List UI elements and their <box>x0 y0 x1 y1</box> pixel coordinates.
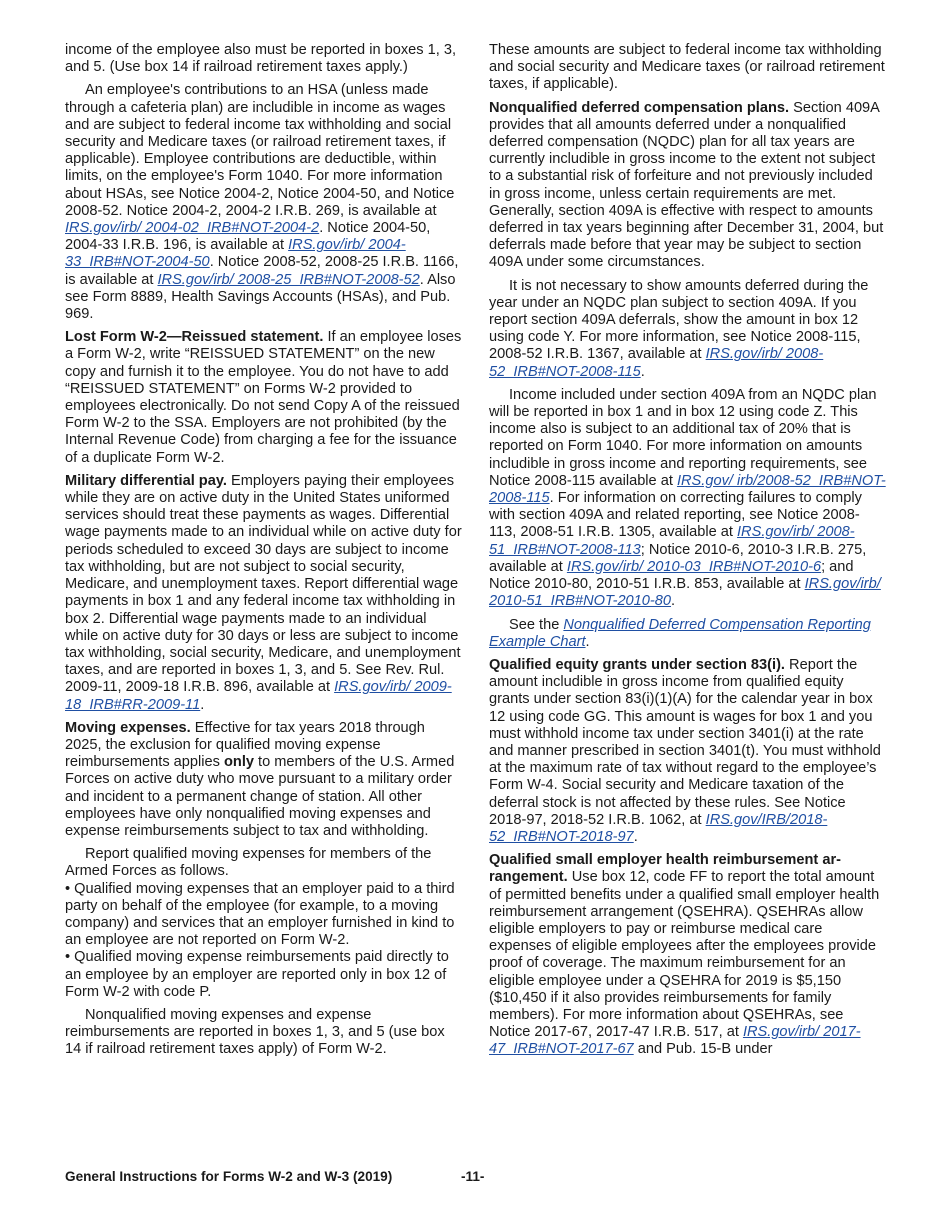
bullet-item: • Qualified moving expenses that an employer paid to a third party on behalf of the employee (for example, to a moving company) and services that an employer furnished in kind to an employee are not reported on Form W-2. <box>65 880 455 949</box>
section-heading: Military differential pay. <box>65 472 227 489</box>
link-notice-2010-80[interactable]: IRS.gov/irb/ 2010-51_IRB#NOT-2010-80 <box>489 576 881 610</box>
link-notice-2008-115-b[interactable]: IRS.gov/ irb/2008-52_IRB#NOT-2008-115 <box>489 472 886 507</box>
link-notice-2008-115[interactable]: IRS.gov/irb/ 2008-52_IRB#NOT-2008-115 <box>489 346 824 380</box>
link-notice-2010-6[interactable]: IRS.gov/irb/ 2010-03_IRB#NOT-2010-6 <box>566 558 822 575</box>
nqdc-section: Nonqualified deferred compensation plans. Section 409A provides that all amounts deferred under a nonqualified deferred compensation (NQDC) plan for all tax years are currently includible in gross income to the extent not subject to a substantial risk of forfeiture and not previously included in gross income, unless certain requirements are met. Generally, section 409A is effective with respect to amounts deferred in tax years beginning after December 31, 2004, but deferrals made before that year may be subject to section 409A under some circumstances. <box>489 99 884 271</box>
military-pay-section: Military differential pay. Employers paying their employees while they are on active duty in the United States uniformed services should treat these payments as wages. Differential wage payments made to an individual while on active duty for periods scheduled to exceed 30 days are subject to income tax withholding, but are not subject to social security, Medicare, and unemployment taxes. Report differential wage payments in box 1 and any federal income tax withholding in box 2. Differential wage payments made to an individual while on active duty for 30 days or less are subject to income tax withholding, social security, Medicare, and unemployment taxes, and are reported in boxes 1, 3, and 5. See Rev. Rul. 2009-11, 2009-18 I.R.B. 896, available at IRS.gov/irb/ 2009-18_IRB#RR-2009-11. <box>65 472 462 713</box>
hsa-paragraph: An employee's contributions to an HSA (unless made through a cafeteria plan) are includible in income as wages and are subject to federal income tax withholding and social security and Medicare taxes (or railroad retirement taxes, if applicable). Employee contributions are deductible, within limits, on the employee's Form 1040. For more information about HSAs, see Notice 2004-2, Notice 2004-50, and Notice 2008-52. Notice 2004-2, 2004-2 I.R.B. 269, is available at IRS.gov/irb/ 2004-02_IRB#NOT-2004-2. Notice 2004-50, 2004-33 I.R.B. 196, is available at IRS.gov/irb/ 2004-33_IRB#NOT-2004-50. Notice 2008-52, 2008-25 I.R.B. 1166, is available at IRS.gov/irb/ 2008-25_IRB#NOT-2008-52. Also see Form 8889, Health Savings Accounts (HSAs), and Pub. 969. <box>65 82 459 323</box>
moving-report-paragraph: Report qualified moving expenses for members of the Armed Forces as follows. <box>65 846 432 880</box>
nonqualified-moving-paragraph: Nonqualified moving expenses and expense reimbursements are reported in boxes 1, 3, and 5 (use box 14 if railroad retirement taxes apply) of Form W-2. <box>65 1006 445 1058</box>
bullet-item: • Qualified moving expense reimbursements paid directly to an employee by an employer are reported only in box 12 of Form W-2 with code P. <box>65 949 449 1000</box>
left-column <box>65 42 463 1065</box>
page-number: -11- <box>461 1169 485 1184</box>
link-notice-2018-97[interactable]: IRS.gov/IRB/2018-52_IRB#NOT-2018-97 <box>489 811 828 845</box>
qsehra-section: Qualified small employer health reimbursement arrangement. Use box 12, code FF to report the total amount of permitted benefits under a qualified small employer health reimbursement arrangement (QSEHRA). QSEHRAs allow eligible employers to pay or reimburse medical care expenses of eligible employees after the employees provide proof of coverage. The maximum reimbursement for an eligible employee under a QSEHRA for 2019 is $5,150 ($10,450 if it also provides reimbursements for family members). For more information about QSEHRAs, see Notice 2017-67, 2017-47 I.R.B. 517, at IRS.gov/irb/ 2017-47_IRB#NOT-2017-67 and Pub. 15-B under <box>489 852 880 1058</box>
section-heading: Nonqualified deferred compensation plans. <box>489 99 790 116</box>
link-notice-2004-50[interactable]: IRS.gov/irb/ 2004-33_IRB#NOT-2004-50 <box>65 237 406 271</box>
link-nqdc-example-chart[interactable]: Nonqualified Deferred Compensation Reporting Example Chart <box>489 616 871 650</box>
link-notice-2008-113[interactable]: IRS.gov/irb/ 2008-51_IRB#NOT-2008-113 <box>489 524 855 558</box>
link-rev-rul-2009-11[interactable]: IRS.gov/irb/ 2009-18_IRB#RR-2009-11 <box>65 679 452 713</box>
see-also-paragraph: See the Nonqualified Deferred Compensation Reporting Example Chart. <box>489 616 871 650</box>
link-notice-2017-67[interactable]: IRS.gov/irb/ 2017-47_IRB#NOT-2017-67 <box>489 1024 861 1058</box>
right-column <box>489 42 887 1065</box>
footer-title: General Instructions for Forms W-2 and W-3 (2019) <box>65 1169 393 1184</box>
link-notice-2008-52[interactable]: IRS.gov/irb/ 2008-25_IRB#NOT-2008-52 <box>157 271 420 288</box>
paragraph-continued: These amounts are subject to federal income tax withholding and social security and Medicare taxes (or railroad retirement taxes, if applicable). <box>489 42 885 93</box>
paragraph-continued: income of the employee also must be reported in boxes 1, 3, and 5. (Use box 14 if railroad retirement taxes apply.) <box>65 42 457 76</box>
moving-expenses-section: Moving expenses. Effective for tax years 2018 through 2025, the exclusion for qualified moving expense reimbursements applies only to members of the U.S. Armed Forces on active duty who move pursuant to a military order and incident to a permanent change of station. All other employees have only nonqualified moving expenses and expense reimbursements subject to tax and withholding. <box>65 719 455 839</box>
nqdc-reporting-paragraph: It is not necessary to show amounts deferred during the year under an NQDC plan subject to section 409A. If you report section 409A deferrals, show the amount in box 12 using code Y. For more information, see Notice 2008-115, 2008-52 I.R.B. 1367, available at IRS.gov/irb/ 2008-52_IRB#NOT-2008-115. <box>489 277 869 380</box>
section-heading: Lost Form W-2—Reissued statement. <box>65 329 324 346</box>
equity-grants-section: Qualified equity grants under section 83(i). Report the amount includible in gross income from qualified equity grants under section 83(i)(1)(A) for the calendar year in box 12 using code GG. This amount is wages for box 1 and you must withhold income tax under section 3401(i) at the rate and manner prescribed in section 3401(t). You must withhold at the maximum rate of tax without regard to the employee’s Form W-4. Social security and Medicare taxation of the deferral stock is not affected by these rules. See Notice 2018-97, 2018-52 I.R.B. 1062, at IRS.gov/IRB/2018-52_IRB#NOT-2018-97. <box>489 656 881 845</box>
lost-form-section: Lost Form W-2—Reissued statement. If an employee loses a Form W-2, write “REISSUED STATEMENT” on the new copy and furnish it to the employee. You do not have to add “REISSUED STATEMENT” on Forms W-2 provided to employees electronically. Do not send Copy A of the reissued Form W-2 to the SSA. Employers are not prohibited (by the Internal Revenue Code) from charging a fee for the issuance of a duplicate Form W-2. <box>65 329 462 466</box>
link-notice-2004-2[interactable]: IRS.gov/irb/ 2004-02_IRB#NOT-2004-2 <box>65 220 320 237</box>
section-heading: Moving expenses. <box>65 719 191 736</box>
section-heading: Qualified equity grants under section 83(i). <box>489 656 785 673</box>
nqdc-income-paragraph: Income included under section 409A from an NQDC plan will be reported in box 1 and in box 12 using code Z. This income also is subject to an additional tax of 20% that is reported on Form 1040. For more information on amounts includible in gross income and reporting requirements, see Notice 2008-115 available at IRS.gov/ irb/2008-52_IRB#NOT-2008-115. For information on correcting failures to comply with section 409A and related reporting, see Notice 2008-113, 2008-51 I.R.B. 1305, available at IRS.gov/irb/ 2008-51_IRB#NOT-2008-113; Notice 2010-6, 2010-3 I.R.B. 275, available at IRS.gov/irb/ 2010-03_IRB#NOT-2010-6; and Notice 2010-80, 2010-51 I.R.B. 853, available at IRS.gov/irb/ 2010-51_IRB#NOT-2010-80. <box>489 386 886 610</box>
section-heading: Qualified small employer health reimbursement arrangement. <box>489 852 841 886</box>
